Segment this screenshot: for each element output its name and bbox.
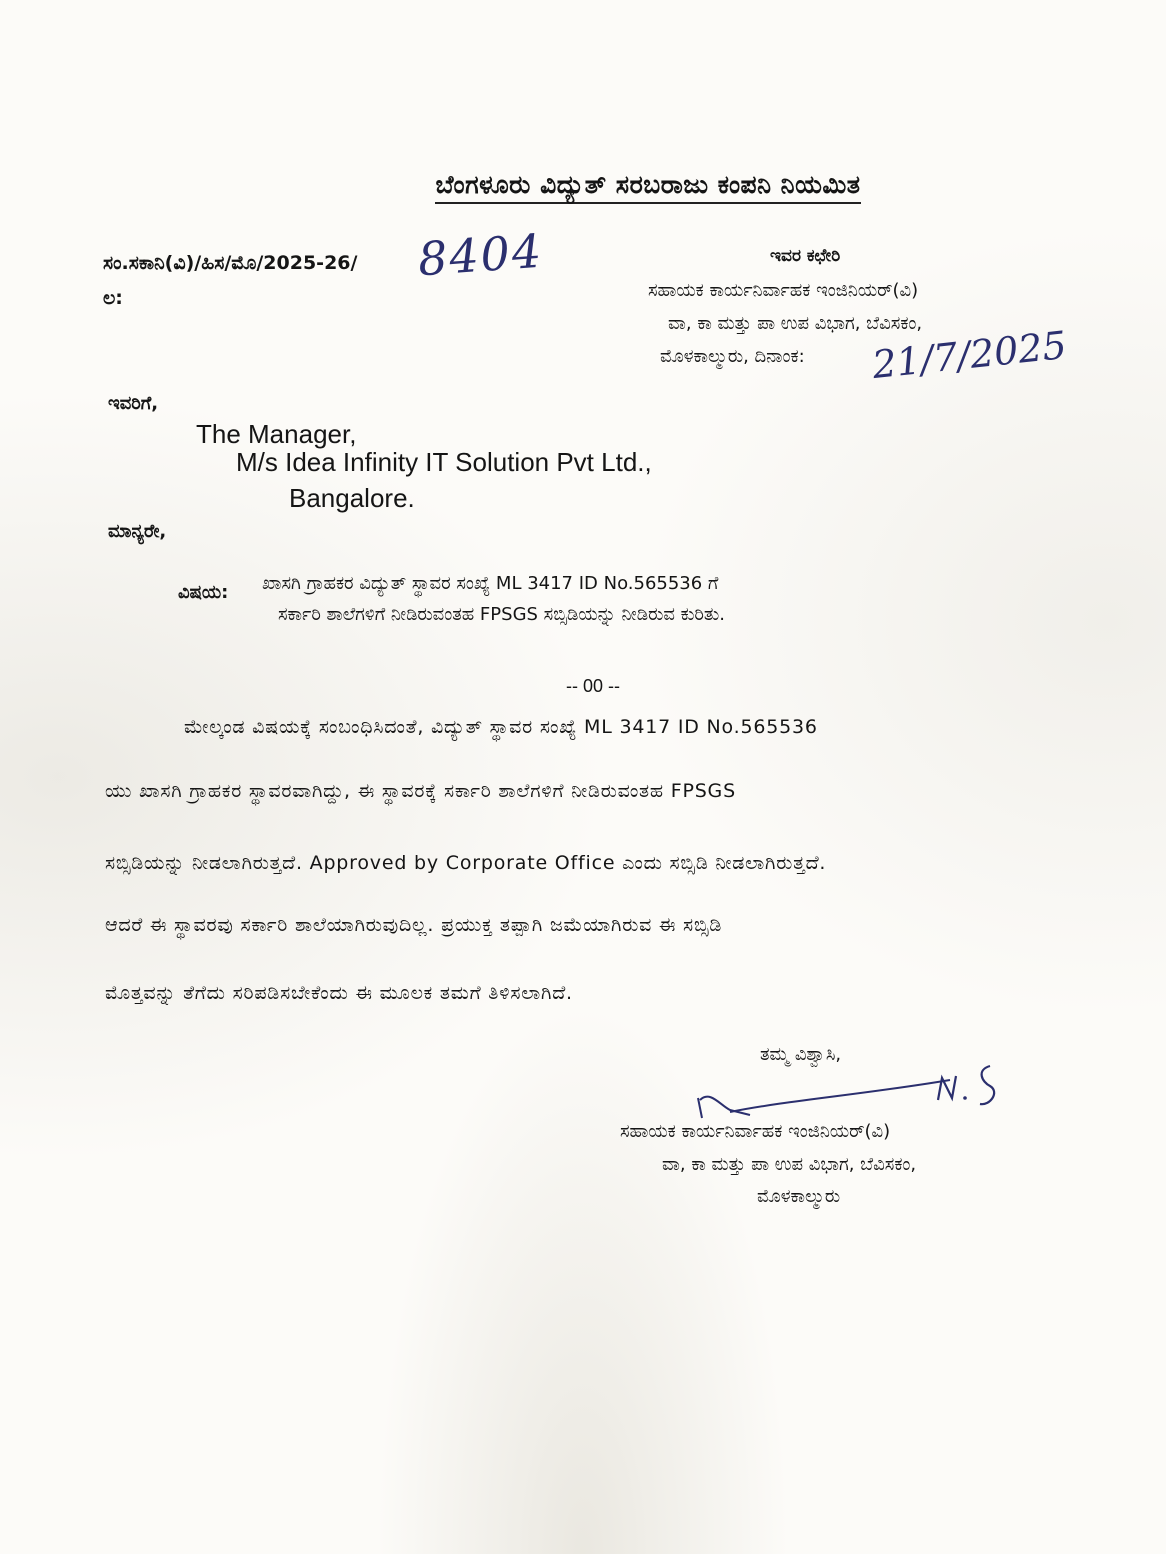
- letterhead-title: ಬೆಂಗಳೂರು ವಿದ್ಯುತ್ ಸರಬರಾಜು ಕಂಪನಿ ನಿಯಮಿತ: [0, 170, 1166, 200]
- body-line-1: ಮೇಲ್ಕಂಡ ವಿಷಯಕ್ಕೆ ಸಂಬಂಧಿಸಿದಂತೆ, ವಿದ್ಯುತ್ ಸ್ಥಾವರ ಸಂಖ್ಯೆ ML 3417 ID No.565536: [184, 716, 818, 738]
- recipient-line-1: The Manager,: [196, 419, 357, 449]
- office-place-date-label: ಮೊಳಕಾಲ್ಮುರು, ದಿನಾಂಕ:: [660, 346, 805, 367]
- subject-line-1: ಖಾಸಗಿ ಗ್ರಾಹಕರ ವಿದ್ಯುತ್ ಸ್ಥಾವರ ಸಂಖ್ಯೆ ML 3417 ID No.565536 ಗೆ: [262, 573, 719, 594]
- recipient-line-3: Bangalore.: [289, 483, 415, 513]
- signatory-designation: ಸಹಾಯಕ ಕಾರ್ಯನಿರ್ವಾಹಕ ಇಂಜಿನಿಯರ್(ವಿ): [620, 1121, 891, 1142]
- subject-line-2: ಸರ್ಕಾರಿ ಶಾಲೆಗಳಿಗೆ ನೀಡಿರುವಂತಹ FPSGS ಸಬ್ಸಿಡಿಯನ್ನು ನೀಡಿರುವ ಕುರಿತು.: [278, 604, 725, 625]
- reference-number-handwritten: 8404: [416, 223, 545, 287]
- office-title: ಇವರ ಕಛೇರಿ: [770, 246, 841, 266]
- reference-number: ಸಂ.ಸಕಾನಿ(ವಿ)/ಹಿಸ/ಮೊ/2025-26/: [103, 252, 358, 274]
- body-line-4: ಆದರೆ ಈ ಸ್ಥಾವರವು ಸರ್ಕಾರಿ ಶಾಲೆಯಾಗಿರುವುದಿಲ್ಲ. ಪ್ರಯುಕ್ತ ತಪ್ಪಾಗಿ ಜಮೆಯಾಗಿರುವ ಈ ಸಬ್ಸಿಡಿ: [105, 914, 723, 936]
- handwritten-date: 21/7/2025: [870, 322, 1069, 388]
- closing: ತಮ್ಮ ವಿಶ್ವಾಸಿ,: [760, 1044, 842, 1065]
- body-line-3: ಸಬ್ಸಿಡಿಯನ್ನು ನೀಡಲಾಗಿರುತ್ತದೆ. Approved by Corporate Office ಎಂದು ಸಬ್ಸಿಡಿ ನೀಡಲಾಗಿರುತ್ತದೆ.: [105, 852, 827, 874]
- signatory-place: ಮೊಳಕಾಲ್ಮುರು: [757, 1186, 841, 1207]
- section-divider: -- 00 --: [566, 676, 620, 696]
- body-line-2: ಯು ಖಾಸಗಿ ಗ್ರಾಹಕರ ಸ್ಥಾವರವಾಗಿದ್ದು, ಈ ಸ್ಥಾವರಕ್ಕೆ ಸರ್ಕಾರಿ ಶಾಲೆಗಳಿಗೆ ನೀಡಿರುವಂತಹ FPSGS: [105, 780, 736, 802]
- office-designation: ಸಹಾಯಕ ಕಾರ್ಯನಿರ್ವಾಹಕ ಇಂಜಿನಿಯರ್(ವಿ): [648, 280, 919, 301]
- salutation: ಮಾನ್ಯರೇ,: [108, 521, 167, 542]
- recipient-line-2: M/s Idea Infinity IT Solution Pvt Ltd.,: [236, 447, 652, 477]
- office-subdivision: ವಾ, ಕಾ ಮತ್ತು ಪಾ ಉಪ ವಿಭಾಗ, ಬೆವಿಸಕಂ,: [668, 313, 923, 334]
- recipient-to-label: ಇವರಿಗೆ,: [108, 393, 159, 414]
- signatory-subdivision: ವಾ, ಕಾ ಮತ್ತು ಪಾ ಉಪ ವಿಭಾಗ, ಬೆವಿಸಕಂ,: [662, 1154, 917, 1175]
- subject-label: ವಿಷಯ:: [178, 582, 229, 603]
- reference-l-label: ಲ:: [103, 287, 123, 309]
- body-line-5: ಮೊತ್ತವನ್ನು ತೆಗೆದು ಸರಿಪಡಿಸಬೇಕೆಂದು ಈ ಮೂಲಕ ತಮಗೆ ತಿಳಿಸಲಾಗಿದೆ.: [105, 982, 573, 1004]
